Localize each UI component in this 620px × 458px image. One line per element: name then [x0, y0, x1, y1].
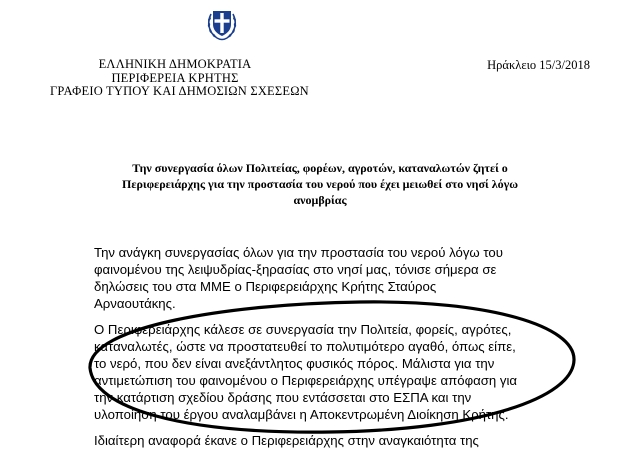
press-release-body [94, 244, 554, 458]
text-line: Αρναουτάκης. [94, 296, 176, 311]
org-line-region: ΠΕΡΙΦΕΡΕΙΑ ΚΡΗΤΗΣ [111, 70, 239, 85]
paragraph-cooperation-call [94, 321, 554, 423]
press-release-title [90, 160, 550, 208]
text-line: δηλώσεις του στα ΜΜΕ ο Περιφερειάρχης Κρήτης Σταύρος [94, 279, 437, 294]
title-line: ανομβρίας [293, 193, 347, 207]
text-line: το νερό, που δεν είναι ανεξάντλητος φυσικός πόρος. Μάλιστα για την [94, 356, 495, 371]
text-line: υλοποίηση του έργου αναλαμβάνει η Αποκεντρωμένη Διοίκηση Κρήτης. [94, 407, 509, 422]
text-line: αντιμετώπιση του φαινομένου ο Περιφερειάρχης υπέγραψε απόφαση για [94, 373, 518, 388]
greek-coat-of-arms-icon [205, 4, 239, 42]
title-line: Περιφερειάρχης για την προστασία του νερού που έχει μειωθεί στο νησί λόγω [122, 177, 518, 191]
text-line: Ο Περιφερειάρχης κάλεσε σε συνεργασία την Πολιτεία, φορείς, αγρότες, [94, 322, 512, 337]
paragraph-intro [94, 244, 554, 312]
text-line: καταναλωτές, ώστε να προστατευθεί το πολυτιμότερο αγαθό, όπως είπε, [94, 339, 516, 354]
place-and-date: Ηράκλειο 15/3/2018 [487, 58, 590, 72]
org-line-country: ΕΛΛΗΝΙΚΗ ΔΗΜΟΚΡΑΤΙΑ [98, 57, 252, 71]
text-line: φαινομένου της λειψυδρίας-ξηρασίας στο νησί μας, τόνισε σήμερα σε [94, 262, 497, 277]
text-line: Την ανάγκη συνεργασίας όλων για την προστασία του νερού λόγω του [94, 245, 503, 260]
org-line-office: ΓΡΑΦΕΙΟ ΤΥΠΟΥ ΚΑΙ ΔΗΜΟΣΙΩΝ ΣΧΕΣΕΩΝ [50, 84, 309, 98]
title-line: Την συνεργασία όλων Πολιτείας, φορέων, αγροτών, καταναλωτών ζητεί ο [132, 161, 508, 175]
issuing-authority [50, 57, 309, 99]
text-line: την κατάρτιση σχεδίου δράσης που εντάσσεται στο ΕΣΠΑ και την [94, 390, 472, 405]
text-line: Ιδιαίτερη αναφορά έκανε ο Περιφερειάρχης στην αναγκαιότητα της [94, 433, 479, 448]
